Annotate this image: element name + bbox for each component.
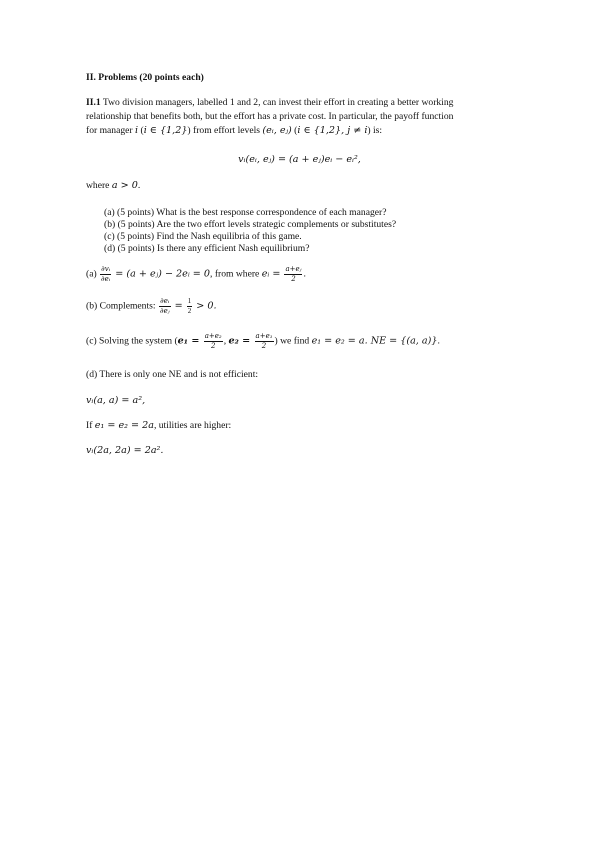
text-fragment: (b) Complements:: [86, 300, 158, 312]
text-fragment: for manager: [86, 125, 136, 136]
problem-intro-line-1: [86, 97, 453, 109]
text-fragment: .: [137, 180, 141, 191]
math-fragment: (eᵢ, eⱼ): [262, 125, 292, 136]
answer-b: [86, 298, 217, 315]
fraction: [284, 266, 302, 283]
math-fragment: i ∈ {1,2}: [143, 125, 188, 136]
text-fragment: .: [303, 268, 306, 280]
math-fragment: e₁ = e₂ = 2a: [94, 420, 154, 431]
fraction-numerator: ∂vᵢ: [101, 265, 111, 273]
fraction-denominator: 2: [187, 307, 192, 315]
text-fragment: .: [437, 335, 440, 347]
answer-d-line-1: (d) There is only one NE and is not efficient:: [86, 369, 259, 380]
question-a: (a) (5 points) What is the best response correspondence of each manager?: [104, 207, 387, 218]
math-fragment: i ∈ {1,2}, j ≠ i: [297, 125, 368, 136]
text-fragment: If: [86, 420, 95, 431]
fraction-denominator: 2: [261, 342, 267, 350]
question-d: (d) (5 points) Is there any efficient Nash equilibrium?: [104, 243, 310, 254]
problem-intro-line-2: relationship that benefits both, but the effort has a private cost. In particular, the payoff function: [86, 111, 454, 122]
problem-intro-line-3: [86, 125, 382, 137]
problem-text-1: Two division managers, labelled 1 and 2, can invest their effort in creating a better working: [100, 97, 454, 108]
math-fragment: e₁ =: [177, 335, 203, 347]
text-fragment: , utilities are higher:: [153, 420, 232, 431]
text-fragment: (a): [86, 268, 100, 280]
fraction-numerator: 1: [187, 297, 192, 305]
answer-d-line-2: vᵢ(a, a) = a²,: [86, 395, 146, 406]
payoff-formula: vᵢ(eᵢ, eⱼ) = (a + eⱼ)eᵢ − eᵢ²,: [238, 154, 361, 165]
text-fragment: ) from effort levels: [187, 125, 263, 136]
where-line: [86, 180, 140, 192]
fraction-denominator: ∂eⱼ: [159, 307, 170, 315]
section-title: II. Problems (20 points each): [86, 72, 204, 83]
math-fragment: e₂ =: [228, 335, 254, 347]
answer-d-line-4: vᵢ(2a, 2a) = 2a².: [86, 445, 164, 456]
answer-a: [86, 266, 306, 283]
fraction-numerator: a+e₁: [255, 332, 273, 340]
fraction-numerator: a+e₂: [204, 332, 222, 340]
text-fragment: (: [291, 125, 298, 136]
math-fragment: e₁ = e₂ = a. NE = {(a, a)}: [311, 335, 438, 347]
question-b: (b) (5 points) Are the two effort levels strategic complements or substitutes?: [104, 219, 397, 230]
text-fragment: (c) Solving the system (: [86, 335, 178, 347]
math-fragment: i: [135, 125, 139, 136]
fraction: [204, 333, 223, 350]
math-fragment: a > 0: [111, 180, 138, 191]
answer-c: [86, 333, 440, 350]
math-fragment: > 0.: [193, 300, 217, 312]
fraction-numerator: ∂eᵢ: [160, 297, 170, 305]
fraction-numerator: a+eⱼ: [285, 265, 302, 273]
fraction: [159, 298, 171, 315]
text-fragment: ,: [223, 335, 229, 347]
fraction-denominator: 2: [210, 342, 216, 350]
text-fragment: (: [138, 125, 144, 136]
math-fragment: =: [171, 300, 186, 312]
fraction: [100, 266, 111, 283]
fraction-denominator: ∂eᵢ: [101, 275, 111, 283]
fraction-denominator: 2: [291, 275, 296, 283]
math-fragment: eᵢ =: [261, 268, 284, 280]
answer-d-line-3: [86, 420, 231, 432]
fraction: [187, 298, 193, 315]
question-c: (c) (5 points) Find the Nash equilibria of this game.: [104, 231, 302, 242]
text-fragment: where: [86, 180, 112, 191]
problem-label: II.1: [86, 97, 101, 108]
text-fragment: ) we find: [274, 335, 312, 347]
math-fragment: = (a + eⱼ) − 2eᵢ = 0: [112, 268, 211, 280]
text-fragment: ) is:: [367, 125, 383, 136]
fraction: [255, 333, 274, 350]
text-fragment: , from where: [210, 268, 262, 280]
